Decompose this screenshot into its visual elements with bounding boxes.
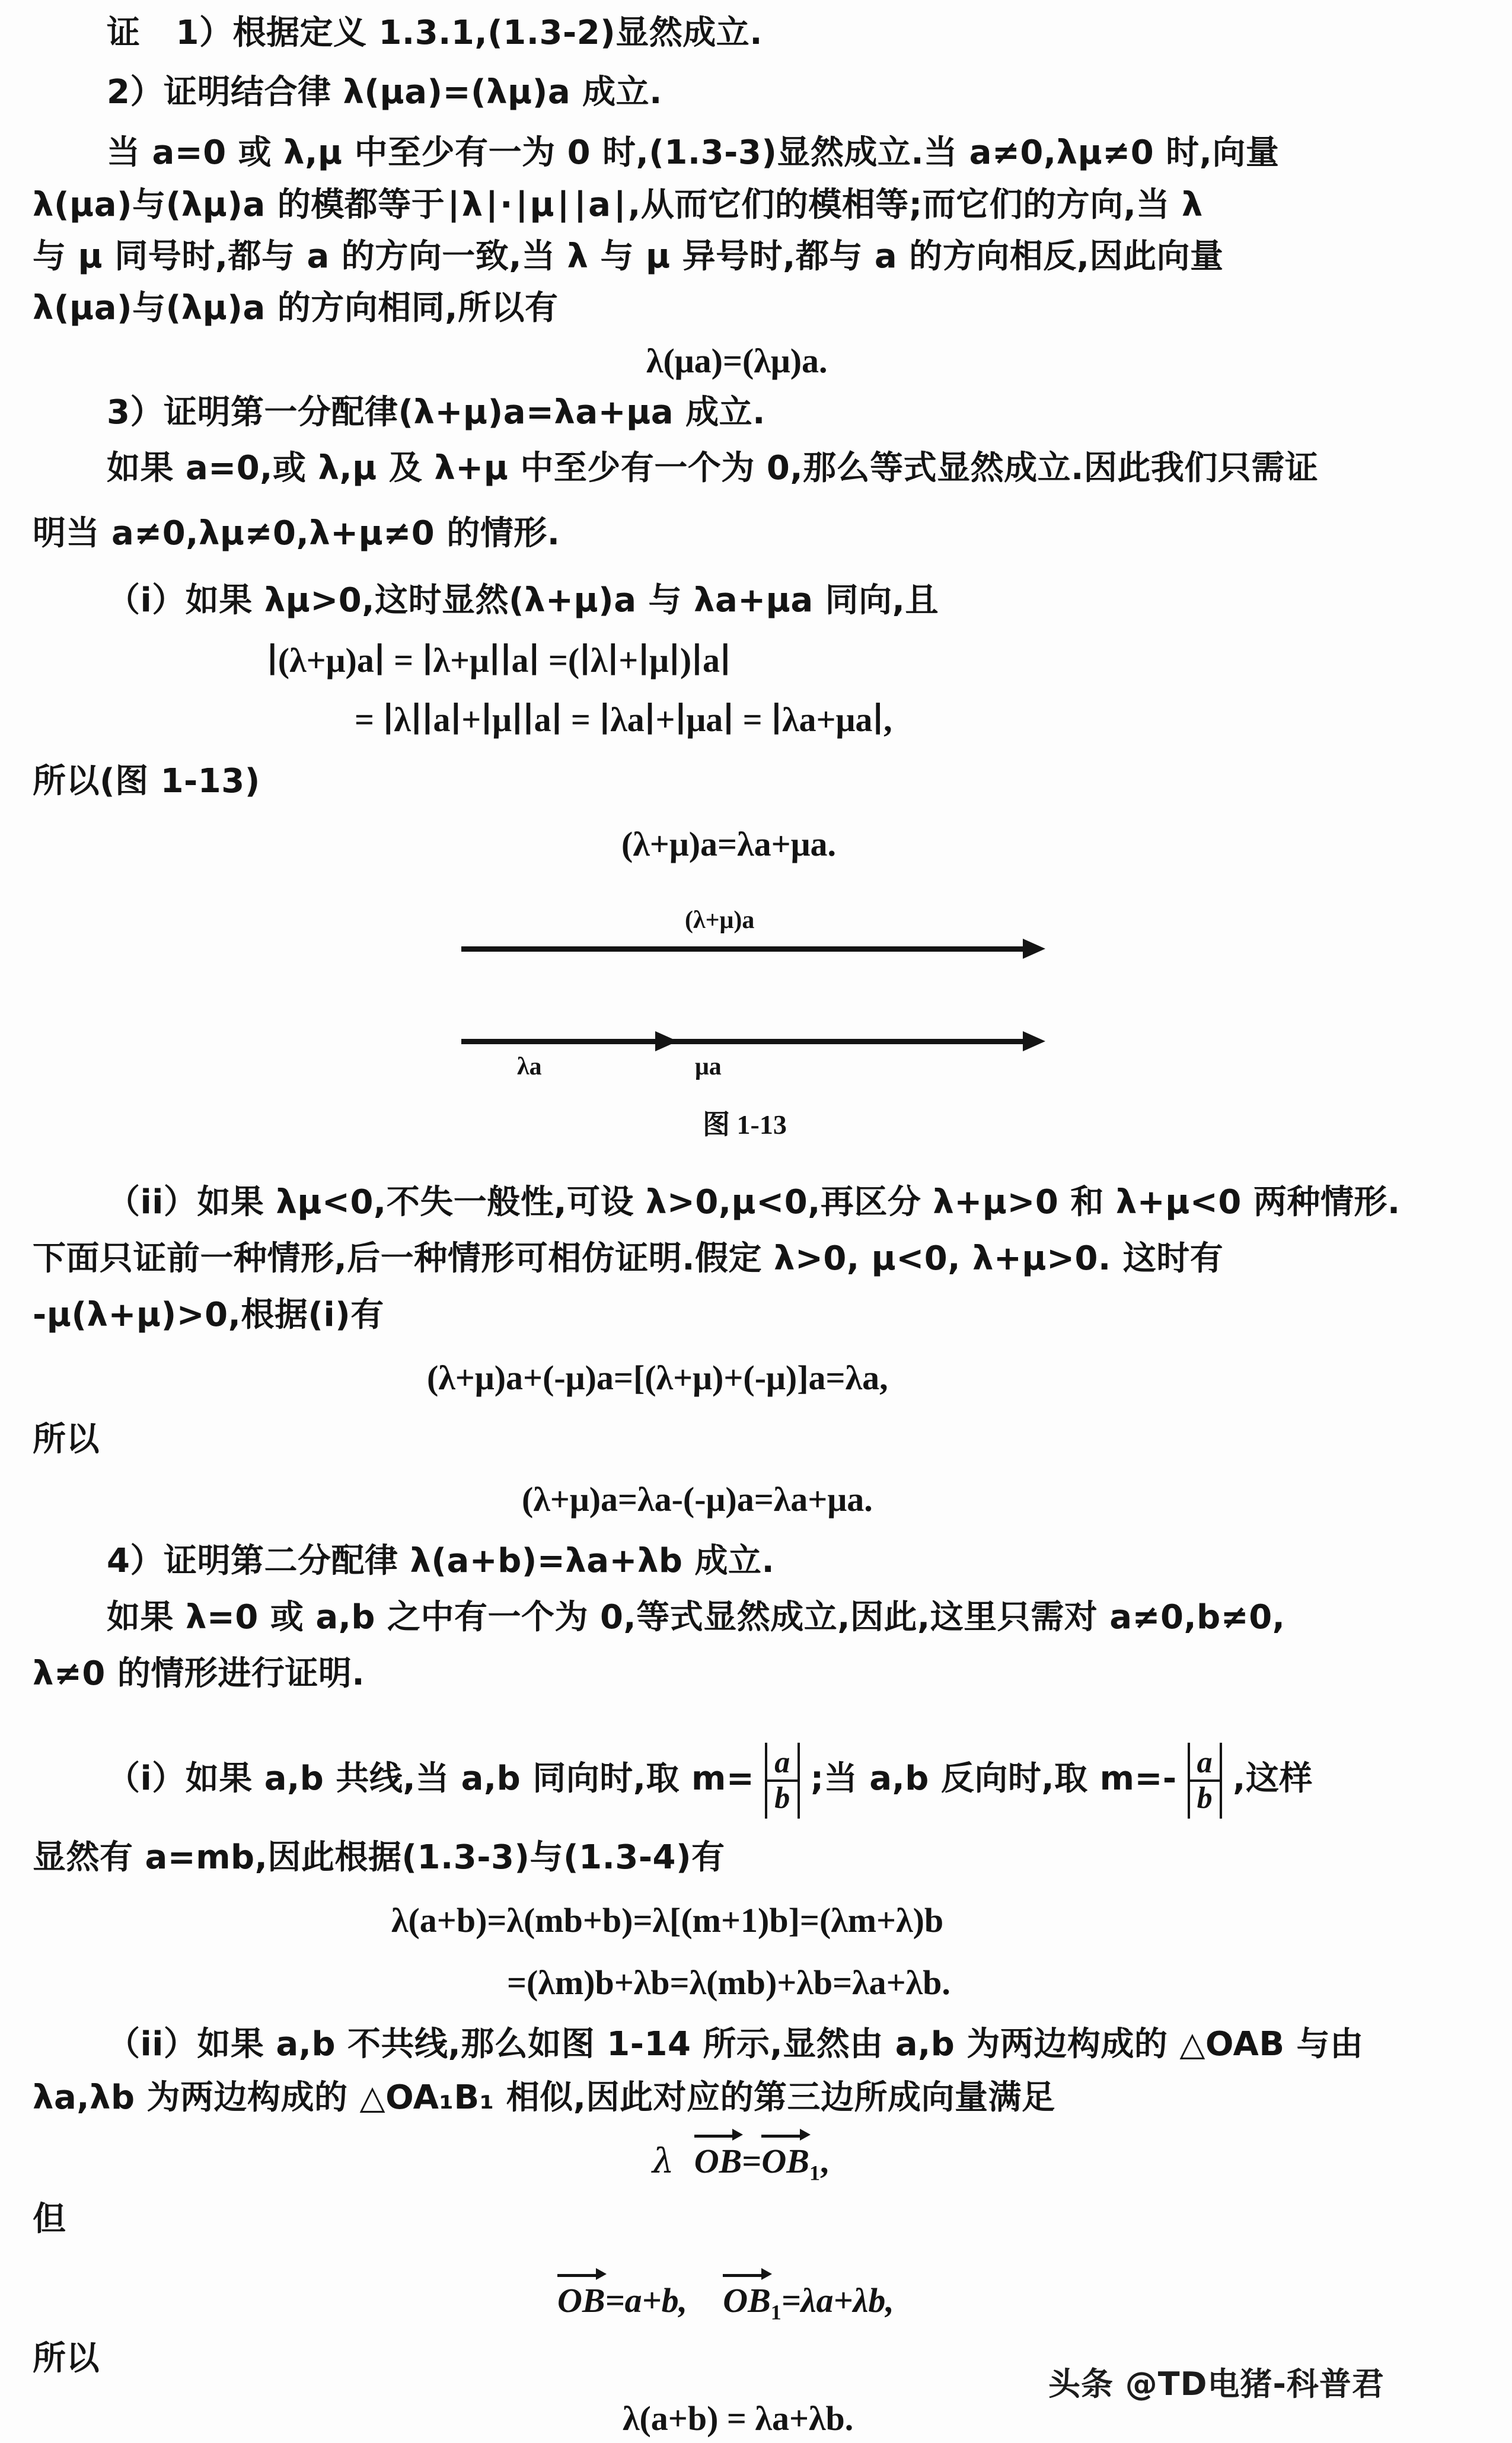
fraction-numerator-2: a [1197, 1746, 1213, 1779]
fraction-a-over-b-1 [754, 1746, 811, 1815]
equation-ob-components [557, 2280, 894, 2324]
equation-lambda-mu-a: λ(μa)=(λμ)a. [646, 342, 828, 380]
vector-ob1-subscript: 1 [809, 2161, 820, 2185]
vector-ob1-subscript-2: 1 [770, 2300, 781, 2324]
body-line-13: 下面只证前一种情形,后一种情形可相仿证明.假定 λ>0, μ<0, λ+μ>0. 这时有 [33, 1239, 1224, 1278]
equation-lambda-ob-lambda: λ [652, 2141, 674, 2181]
body-line-9: 明当 a≠0,λμ≠0,λ+μ≠0 的情形. [33, 514, 560, 553]
vector-ob-2: OB [557, 2281, 605, 2320]
body-line-7: 3）证明第一分配律(λ+μ)a=λa+μa 成立. [107, 393, 765, 432]
fraction-a-over-b-2 [1177, 1746, 1233, 1815]
body-line-20: 显然有 a=mb,因此根据(1.3-3)与(1.3-4)有 [33, 1838, 725, 1877]
body-line-17: 如果 λ=0 或 a,b 之中有一个为 0,等式显然成立,因此,这里只需对 a≠0,b≠0, [107, 1598, 1285, 1637]
equation-modulus-line2: = ∣λ∣∣a∣+∣μ∣∣a∣ = ∣λa∣+∣μa∣ = ∣λa+μa∣, [355, 700, 892, 739]
figure-bottom-arrow-shaft [461, 1039, 1028, 1044]
equation-lambda-ob [652, 2141, 828, 2184]
body-line-19-part-a: （i）如果 a,b 共线,当 a,b 同向时,取 m= [107, 1759, 755, 1798]
figure-top-arrow-label: (λ+μ)a [685, 907, 755, 934]
figure-mu-a-label: μa [695, 1053, 722, 1080]
equation-case-ii-step1: (λ+μ)a+(-μ)a=[(λ+μ)+(-μ)]a=λa, [427, 1358, 888, 1397]
body-line-21: （ii）如果 a,b 不共线,那么如图 1-14 所示,显然由 a,b 为两边构成的 △OAB 与由 [107, 2025, 1364, 2064]
body-line-16: 4）证明第二分配律 λ(a+b)=λa+λb 成立. [107, 1542, 775, 1580]
vector-ob: OB [694, 2142, 742, 2180]
fraction-denominator-2: b [1197, 1781, 1213, 1815]
body-line-18: λ≠0 的情形进行证明. [33, 1654, 365, 1693]
body-line-10: （i）如果 λμ>0,这时显然(λ+μ)a 与 λa+μa 同向,且 [107, 581, 939, 620]
equation-modulus-line1: ∣(λ+μ)a∣ = ∣λ+μ∣∣a∣ =(∣λ∣+∣μ∣)∣a∣ [267, 641, 731, 680]
equation-first-distributive: (λ+μ)a=λa+μa. [621, 825, 837, 863]
figure-1-13 [451, 901, 1061, 1079]
body-line-24: 所以 [33, 2339, 100, 2378]
equation-lambda-ob-comma: , [819, 2142, 829, 2180]
body-line-3: 当 a=0 或 λ,μ 中至少有一为 0 时,(1.3-3)显然成立.当 a≠0,λμ≠0 时,向量 [107, 133, 1280, 172]
figure-top-arrow-shaft [461, 946, 1028, 952]
figure-bottom-arrow-head [1023, 1031, 1045, 1051]
equation-second-distributive: λ(a+b) = λa+λb. [623, 2399, 854, 2438]
body-line-12: （ii）如果 λμ<0,不失一般性,可设 λ>0,μ<0,再区分 λ+μ>0 和 λ+μ<0 两种情形. [107, 1183, 1401, 1222]
figure-1-13-caption: 图 1-13 [703, 1109, 787, 1140]
body-line-23: 但 [33, 2200, 66, 2238]
body-line-6: λ(μa)与(λμ)a 的方向相同,所以有 [33, 289, 559, 327]
body-line-19 [107, 1746, 1313, 1815]
body-line-19-part-b: ;当 a,b 反向时,取 m=- [810, 1759, 1177, 1798]
equation-lambda-ob-equals: = [742, 2142, 762, 2180]
figure-lambda-a-label: λa [517, 1053, 542, 1080]
body-line-15: 所以 [33, 1420, 100, 1459]
equation-case-ii-step2: (λ+μ)a=λa-(-μ)a=λa+μa. [522, 1480, 873, 1519]
equation-ob-lhs-rest: =a+b, [605, 2281, 688, 2320]
vector-ob1: OB [761, 2142, 809, 2180]
equation-collinear-step1: λ(a+b)=λ(mb+b)=λ[(m+1)b]=(λm+λ)b [391, 1901, 944, 1940]
body-line-8: 如果 a=0,或 λ,μ 及 λ+μ 中至少有一个为 0,那么等式显然成立.因此我们只需证 [107, 449, 1319, 487]
fraction-numerator-1: a [774, 1746, 790, 1779]
fraction-denominator-1: b [774, 1781, 790, 1815]
body-line-19-part-c: ,这样 [1233, 1759, 1313, 1798]
body-line-1: 证 1）根据定义 1.3.1,(1.3-2)显然成立. [107, 14, 763, 52]
body-line-14: -μ(λ+μ)>0,根据(i)有 [33, 1296, 384, 1334]
vector-ob1-2: OB [723, 2281, 771, 2320]
figure-bottom-arrow-mid-head [655, 1031, 678, 1051]
body-line-22: λa,λb 为两边构成的 △OA₁B₁ 相似,因此对应的第三边所成向量满足 [33, 2078, 1055, 2117]
watermark-text: 头条 @TD电猪-科普君 [1048, 2365, 1385, 2403]
body-line-4: λ(μa)与(λμ)a 的模都等于∣λ∣·∣μ∣∣a∣,从而它们的模相等;而它们的方向,当 λ [33, 186, 1203, 224]
equation-ob-rhs-rest: =λa+λb, [781, 2281, 894, 2320]
body-line-2: 2）证明结合律 λ(μa)=(λμ)a 成立. [107, 73, 662, 111]
body-line-11: 所以(图 1-13) [33, 762, 260, 800]
figure-top-arrow-head [1023, 939, 1045, 959]
body-line-5: 与 μ 同号时,都与 a 的方向一致,当 λ 与 μ 异号时,都与 a 的方向相反,因此向量 [33, 237, 1224, 276]
equation-collinear-step2: =(λm)b+λb=λ(mb)+λb=λa+λb. [507, 1963, 950, 2002]
